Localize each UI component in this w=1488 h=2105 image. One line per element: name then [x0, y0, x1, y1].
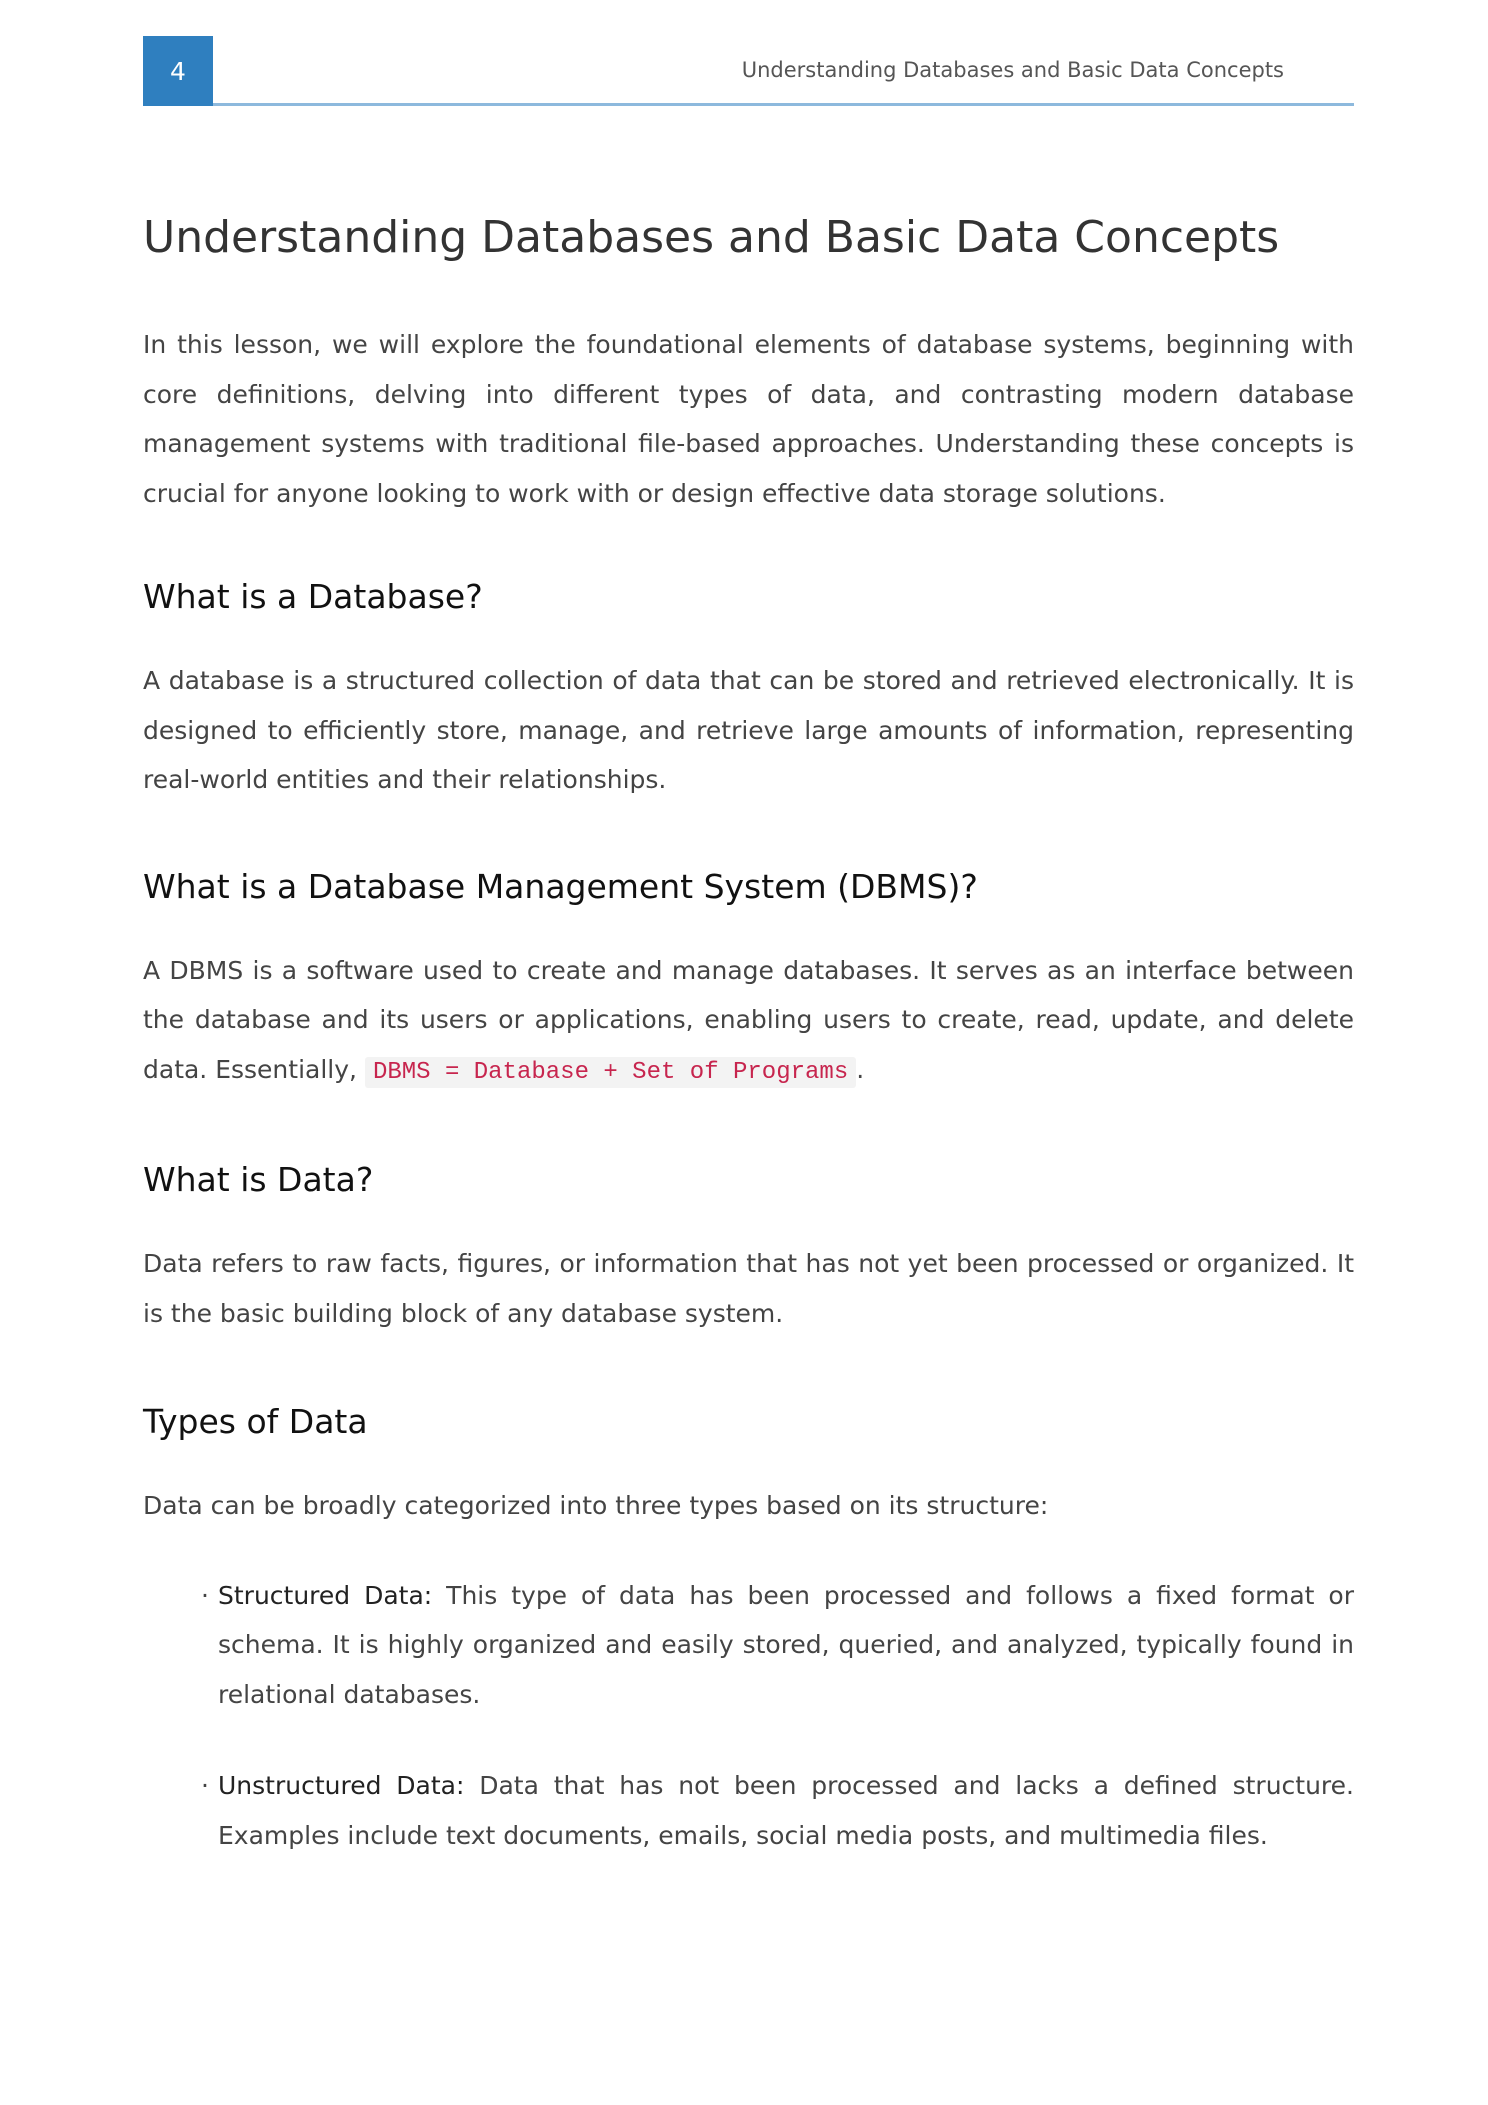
running-title: Understanding Databases and Basic Data Concepts	[741, 58, 1284, 82]
page-number: 4	[143, 36, 213, 106]
main-content	[143, 204, 1354, 1860]
section-heading-database: What is a Database?	[143, 577, 483, 616]
section-body-types-of-data: Data can be broadly categorized into three types based on its structure:	[143, 1491, 1049, 1520]
list-item-text: This type of data has been processed and follows a fixed format or schema. It is highly organized and easily stored, queried, and analyzed, typically found in relational databases.	[218, 1580, 1354, 1709]
section-heading-dbms: What is a Database Management System (DBMS)?	[143, 866, 978, 906]
list-item-text: Data that has not been processed and lacks a defined structure. Examples include text documents, emails, social media posts, and multimedia files.	[218, 1771, 1354, 1850]
dbms-formula-code: DBMS = Database + Set of Programs	[365, 1057, 856, 1088]
bullet-icon: ·	[201, 1580, 209, 1610]
bullet-icon: ·	[201, 1771, 209, 1800]
section-heading-types-of-data: Types of Data	[143, 1402, 368, 1441]
list-item-term: Unstructured Data:	[218, 1771, 465, 1800]
dbms-body-end: .	[856, 1054, 865, 1084]
intro-paragraph: In this lesson, we will explore the foundational elements of database systems, beginning with core definitions, delving into different types of data, and contrasting modern database management systems with traditional file-based approaches. Understanding these concepts is crucial for anyone looking to work with or design effective data storage solutions.	[143, 330, 1354, 508]
data-types-list	[143, 1571, 1354, 1861]
list-item-unstructured-data	[201, 1761, 1354, 1860]
dbms-body-text: A DBMS is a software used to create and manage databases. It serves as an interface between the database and its users or applications, enabling users to create, read, update, and delete data. Essentially,	[143, 955, 1354, 1084]
section-body-dbms	[143, 946, 1354, 1098]
list-item-term: Structured Data:	[218, 1580, 433, 1610]
list-item-structured-data	[201, 1571, 1354, 1720]
section-body-database: A database is a structured collection of data that can be stored and retrieved electronically. It is designed to efficiently store, manage, and retrieve large amounts of information, representing real-world entities and their relationships.	[143, 666, 1354, 794]
section-heading-data: What is Data?	[143, 1160, 374, 1199]
header-rule	[213, 103, 1354, 106]
page-title: Understanding Databases and Basic Data Concepts	[143, 212, 1280, 263]
section-body-data: Data refers to raw facts, figures, or information that has not yet been processed or organized. It is the basic building block of any database system.	[143, 1249, 1354, 1328]
page-header	[143, 36, 1354, 106]
